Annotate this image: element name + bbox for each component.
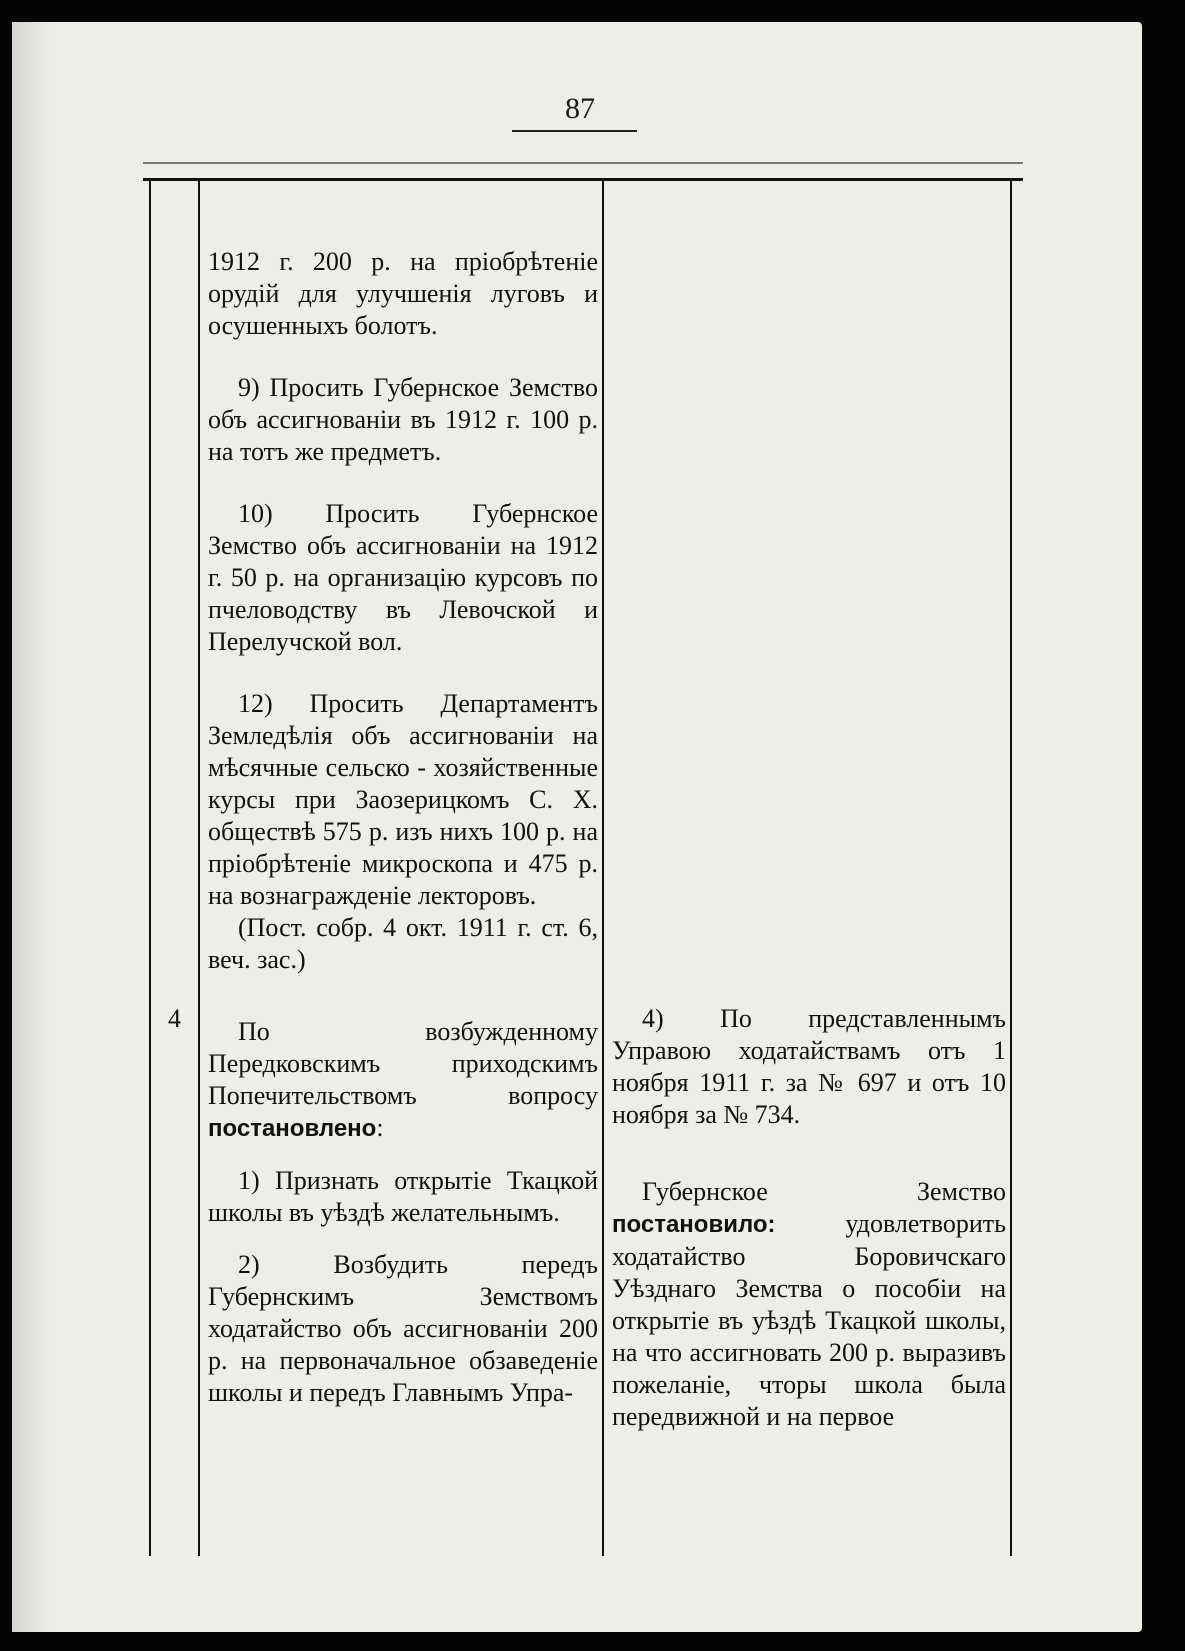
page-number: 87: [565, 92, 595, 125]
resolution-colon: :: [376, 1113, 384, 1142]
paragraph: (Пост. собр. 4 окт. 1911 г. ст. 6, веч. зас.): [208, 913, 598, 974]
table-divider-number: [198, 178, 200, 1556]
bold-resolved: постановлено: [208, 1115, 377, 1142]
top-rule: [143, 162, 1023, 164]
decision-body: удовлетворить ходатайство Боровичскаго Уѣзднаго Земства о пособіи на открытіе въ уѣздѣ Ткацкой школы, на что ассигновать 200 р. выразивъ пожеланіе, чторы школа была передвижной и на первое: [612, 1209, 1006, 1431]
middle-column: [208, 246, 598, 1409]
table-border-right: [1010, 178, 1012, 1556]
paragraph: 4) По представленнымъ Управою ходатайствамъ отъ 1 ноября 1911 г. за № 697 и отъ 10 ноября за № 734.: [612, 1004, 1006, 1129]
bold-decided: постановило:: [612, 1211, 776, 1238]
paragraph: 2) Возбудить передъ Губернскимъ Земствомъ ходатайство объ ассигнованіи 200 р. на первоначальное обзаведеніе школы и передъ Главнымъ Упра-: [208, 1250, 598, 1407]
decision-text: Губернское Земство: [642, 1177, 1006, 1206]
paragraph-decision: [612, 1176, 1006, 1433]
table-border-left: [149, 178, 151, 1556]
paragraph-resolution: [208, 1016, 598, 1145]
paragraph: 10) Просить Губернское Земство объ ассигнованіи на 1912 г. 50 р. на организацію курсовъ по пчеловодству въ Левочской и Перелучской вол.: [208, 499, 598, 656]
row-number: 4: [168, 1004, 181, 1033]
paragraph: 1912 г. 200 р. на пріобрѣтеніе орудій для улучшенія луговъ и осушенныхъ болотъ.: [208, 247, 598, 340]
paragraph: 1) Признать открытіе Ткацкой школы въ уѣздѣ желательнымъ.: [208, 1166, 598, 1227]
resolution-text: По возбужденному Передковскимъ приходскимъ Попечительствомъ вопросу: [208, 1017, 598, 1110]
paragraph: 9) Просить Губернское Земство объ ассигнованіи въ 1912 г. 100 р. на тотъ же предметъ.: [208, 373, 598, 466]
table-divider-middle: [602, 178, 604, 1556]
right-column: [612, 1003, 1006, 1433]
paragraph: 12) Просить Департаментъ Земледѣлія объ ассигнованіи на мѣсячные сельско - хозяйственные курсы при Заозерицкомъ С. Х. обществѣ 575 р. изъ нихъ 100 р. на пріобрѣтеніе микроскопа и 475 р. на вознагражденіе лекторовъ.: [208, 689, 598, 910]
page-gutter: [12, 22, 52, 1632]
page-number-rule: [512, 130, 637, 132]
